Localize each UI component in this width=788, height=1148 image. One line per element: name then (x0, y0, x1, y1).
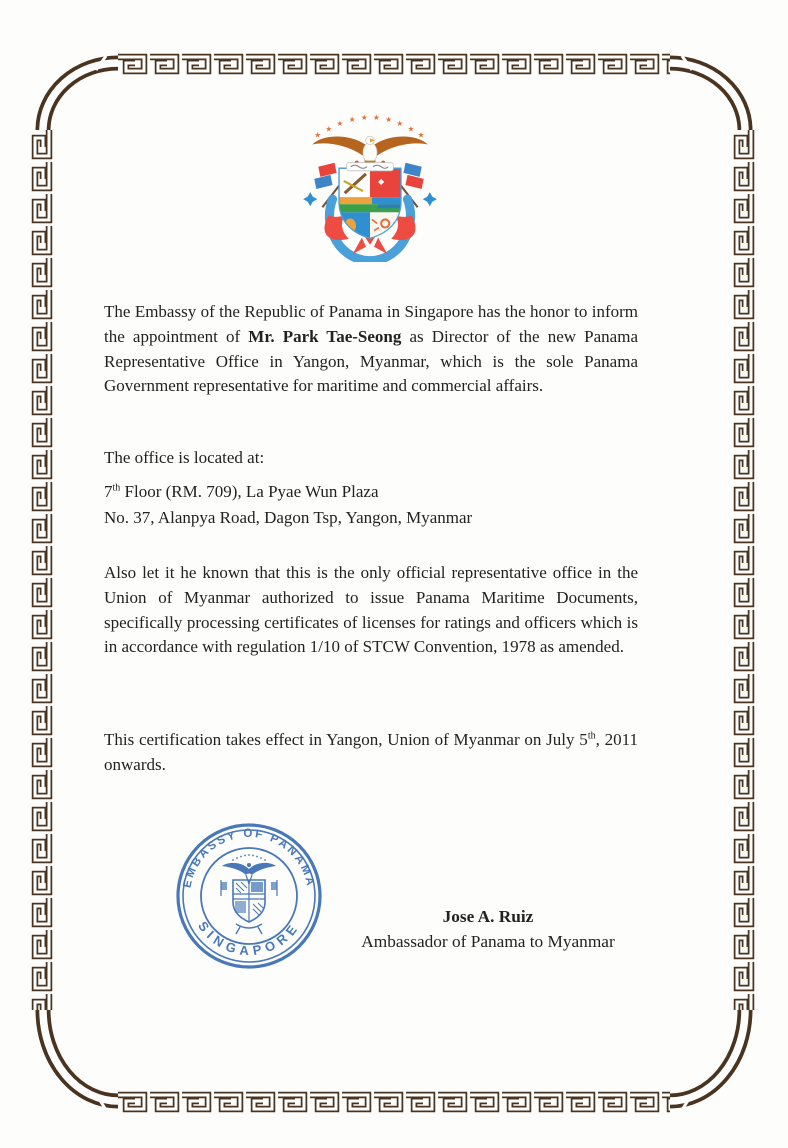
border-top-band (118, 50, 670, 76)
svg-text:★: ★ (396, 119, 404, 129)
office-location-intro: The office is located at: (104, 448, 265, 467)
paragraph-effective-date (104, 728, 638, 778)
border-bottom-band (118, 1088, 670, 1114)
svg-text:★: ★ (385, 115, 393, 125)
office-address (104, 479, 638, 530)
effective-date-ordinal: th (587, 730, 596, 742)
signer-name: Jose A. Ruiz (442, 907, 534, 926)
svg-text:★: ★ (417, 130, 425, 140)
address-floor-ordinal: th (112, 482, 121, 494)
address-line2: No. 37, Alanpya Road, Dagon Tsp, Yangon, Myanmar (104, 507, 473, 527)
paragraph-authorization: Also let it he known that this is the only official representative office in the Union of Myanmar authorized to issue Panama Maritime Documents, specifically processing certificates of licenses for ratings and officers which is in accordance with regulation 1/10 of STCW Convention, 1978 as amended. (104, 563, 638, 657)
paragraph-appointment-pre: The Embassy of the Republic of Panama in Singapore has the honor to inform the appointment of (104, 302, 638, 346)
stars-arc (314, 113, 424, 139)
svg-text:★: ★ (373, 113, 380, 123)
svg-text:★: ★ (314, 130, 322, 140)
shield-quarters (340, 169, 401, 243)
address-floor-number: 7 (104, 482, 113, 501)
svg-text:★: ★ (348, 115, 356, 125)
svg-text:★: ★ (360, 113, 368, 123)
motto-scroll (347, 163, 394, 171)
effective-date-pre: This certification takes effect in Yangon, Union of Myanmar on July 5 (104, 730, 588, 749)
signature-block (340, 904, 636, 954)
address-line1 (104, 482, 379, 501)
svg-text:★: ★ (336, 119, 344, 129)
paragraph-appointment-post: as Director of the new Panama Representative Office in Yangon, Myanmar, which is the sole Panama Government representative for maritime and commercial affairs. (104, 326, 638, 396)
paragraph-appointment (104, 300, 638, 399)
embassy-seal-stamp (175, 822, 323, 970)
border-right-band (732, 130, 758, 1010)
signer-title: Ambassador of Panama to Myanmar (361, 932, 615, 951)
panama-coat-of-arms (294, 110, 446, 262)
stamp-text-top: EMBASSY OF PANAMA (181, 828, 317, 889)
svg-text:★: ★ (407, 124, 415, 134)
border-left-band (30, 130, 56, 1010)
stamp-text-bottom: SINGAPORE (195, 918, 303, 959)
effective-date-post: , 2011 onwards. (104, 730, 638, 774)
svg-text:★: ★ (325, 124, 333, 134)
appointee-name: Mr. Park Tae-Seong (248, 326, 402, 346)
address-line1-rest: Floor (RM. 709), La Pyae Wun Plaza (120, 482, 379, 501)
stamp-crest-lineart (221, 854, 277, 934)
